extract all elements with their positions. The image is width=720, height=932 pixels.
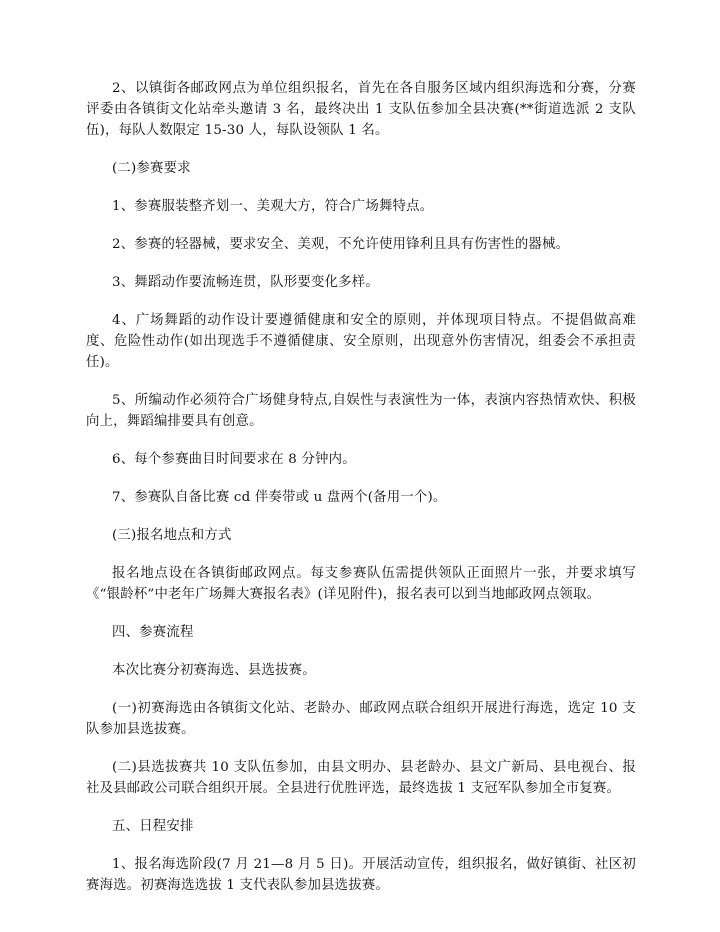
heading-participation-requirements: (二)参赛要求: [112, 161, 191, 176]
heading-competition-process: 四、参赛流程: [112, 625, 194, 640]
paragraph-requirement-equipment: 2、参赛的轻器械，要求安全、美观，不允许使用锋利且具有伤害性的器械。: [112, 237, 570, 252]
paragraph-requirement-movement: 3、舞蹈动作要流畅连贯，队形要变化多样。: [112, 275, 379, 290]
paragraph-schedule-registration: 1、报名海选阶段(7 月 21—8 月 5 日)。开展活动宣传，组织报名，做好镇街、社区初赛海选。初赛海选选拔 1 支代表队参加县选拔赛。: [86, 857, 636, 893]
paragraph-registration-organization: 2、以镇街各邮政网点为单位组织报名，首先在各自服务区域内组织海选和分赛，分赛评委由各镇街文化站牵头邀请 3 名，最终决出 1 支队伍参加全县决赛(**街道选派 2 支队伍)，每队人数限定 15-30 人，每队设领队 1 名。: [86, 81, 636, 138]
paragraph-county-selection: (二)县选拔赛共 10 支队伍参加，由县文明办、县老龄办、县文广新局、县电视台、报社及县邮政公司联合组织开展。全县进行优胜评选，最终选拔 1 支冠军队参加全市复赛。: [86, 760, 636, 796]
paragraph-requirement-safety: 4、广场舞蹈的动作设计要遵循健康和安全的原则，并体现项目特点。不提倡做高难度、危险性动作(如出现选手不遵循健康、安全原则，出现意外伤害情况，组委会不承担责任)。: [86, 313, 636, 370]
paragraph-requirement-costume: 1、参赛服装整齐划一、美观大方，符合广场舞特点。: [112, 199, 434, 214]
heading-schedule: 五、日程安排: [112, 819, 194, 834]
paragraph-requirement-duration: 6、每个参赛曲目时间要求在 8 分钟内。: [112, 452, 356, 467]
paragraph-requirement-choreography: 5、所编动作必须符合广场健身特点,自娱性与表演性为一体，表演内容热情欢快、积极向上，舞蹈编排要具有创意。: [86, 393, 636, 429]
paragraph-registration-location: 报名地点设在各镇街邮政网点。每支参赛队伍需提供领队正面照片一张，并要求填写《“银龄杯”中老年广场舞大赛报名表》(详见附件)，报名表可以到当地邮政网点领取。: [86, 566, 636, 602]
paragraph-preliminary-selection: (一)初赛海选由各镇街文化站、老龄办、邮政网点联合组织开展进行海选，选定 10 支队参加县选拔赛。: [86, 701, 636, 737]
heading-registration-location: (三)报名地点和方式: [112, 528, 232, 543]
paragraph-competition-stages: 本次比赛分初赛海选、县选拔赛。: [112, 663, 316, 678]
document-body: [86, 78, 636, 896]
paragraph-requirement-music: 7、参赛队自备比赛 cd 伴奏带或 u 盘两个(备用一个)。: [112, 490, 447, 505]
